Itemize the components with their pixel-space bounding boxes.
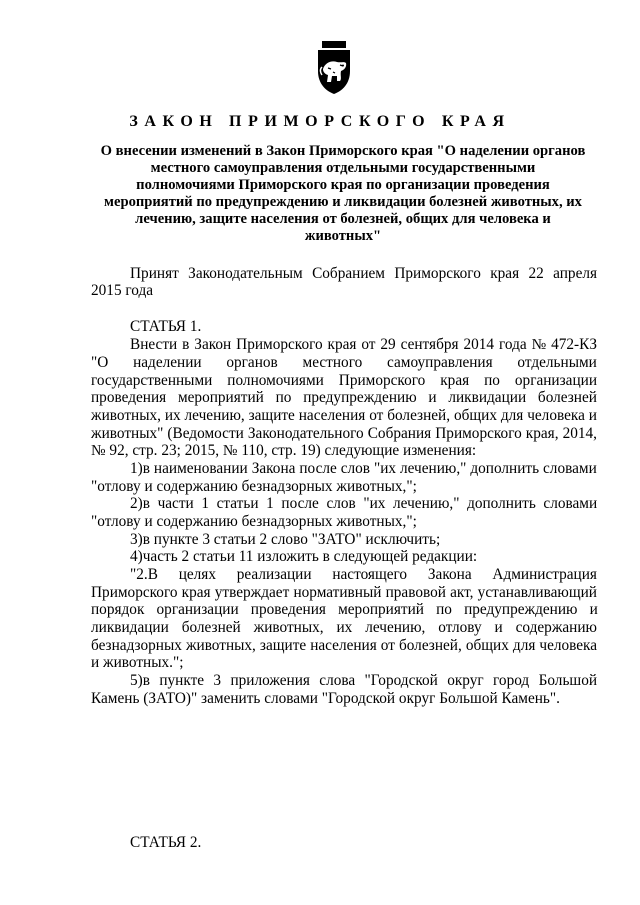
line-text: "О наделении органов местного самоуправления отдельными [91,354,597,371]
subtitle-line: животных" [304,227,382,244]
article-1-line [91,601,597,619]
law-subtitle [86,143,600,244]
article-1-line [91,389,597,407]
adoption-text: Принят Законодательным Собранием Приморского края 22 апреля [130,265,598,282]
subtitle-line: О внесении изменений в Закон Приморского края "О наделении органов [100,143,586,159]
line-text: порядок организации проведения мероприятий по предупреждению и [91,601,598,618]
article-1-line [91,619,597,637]
article-1-line [91,584,597,602]
article-2-heading: СТАТЬЯ 2. [130,834,202,851]
line-text: "2.В целях реализации настоящего Закона Администрация [130,566,597,583]
line-text: животных, их лечению, защите населения от болезней, общих для человека и [91,407,597,424]
line-text: животных" (Ведомости Законодательного Собрания Приморского края, 2014, [91,425,597,442]
line-text: государственными полномочиями Приморского края по организации [91,372,598,389]
article-1-line: Камень (ЗАТО)" заменить словами "Городской округ Большой Камень". [91,690,560,707]
line-text: безнадзорных животных, защите населения от болезней, общих для человека [91,637,598,654]
article-1-line: "отлову и содержанию безнадзорных животных,"; [91,513,417,530]
subtitle-line: мероприятий по предупреждению и ликвидации болезней животных, их [104,193,582,210]
adoption-line: 2015 года [91,282,154,299]
law-title: ЗАКОН ПРИМОРСКОГО КРАЯ [129,113,511,130]
subtitle-line: лечению, защите населения от болезней, общих для человека и [135,210,551,227]
article-1-line [91,407,597,425]
article-1-line [91,372,597,390]
article-1-line: № 92, стр. 23; 2015, № 110, стр. 19) следующие изменения: [91,442,477,459]
article-1-line: и животных."; [91,654,184,671]
article-1-line [91,637,597,655]
line-text: проведения мероприятий по предупреждению и ликвидации болезней [91,389,597,406]
article-1-line: 4)часть 2 статьи 11 изложить в следующей редакции: [130,548,478,565]
adoption-line [130,265,597,283]
line-text: 5)в пункте 3 приложения слова "Городской округ город Большой [130,672,598,689]
line-text: Внести в Закон Приморского края от 29 сентября 2014 года № 472-КЗ [130,336,597,353]
article-1-line [130,336,597,354]
article-1-line [130,495,597,513]
article-1-line: 3)в пункте 3 статьи 2 слово "ЗАТО" исключить; [130,531,441,548]
article-1-line [91,354,597,372]
tiger-coat-of-arms-icon [314,41,354,95]
article-1-line [130,672,597,690]
subtitle-line: местного самоуправления отдельными государственными [150,159,536,176]
line-text: 1)в наименовании Закона после слов "их лечению," дополнить словами [130,460,597,477]
article-1-line: "отлову и содержанию безнадзорных животных,"; [91,478,417,495]
article-1-line [130,460,597,478]
line-text: ликвидации болезней животных, их лечению, отлову и содержанию [91,619,597,636]
subtitle-line: полномочиями Приморского края по организации проведения [136,176,550,193]
article-1-heading: СТАТЬЯ 1. [130,318,202,335]
line-text: Приморского края утверждает нормативный правовой акт, устанавливающий [91,584,597,601]
article-1-line [130,566,597,584]
line-text: 2)в части 1 статьи 1 после слов "их лечению," дополнить словами [130,495,598,512]
article-1-line [91,425,597,443]
